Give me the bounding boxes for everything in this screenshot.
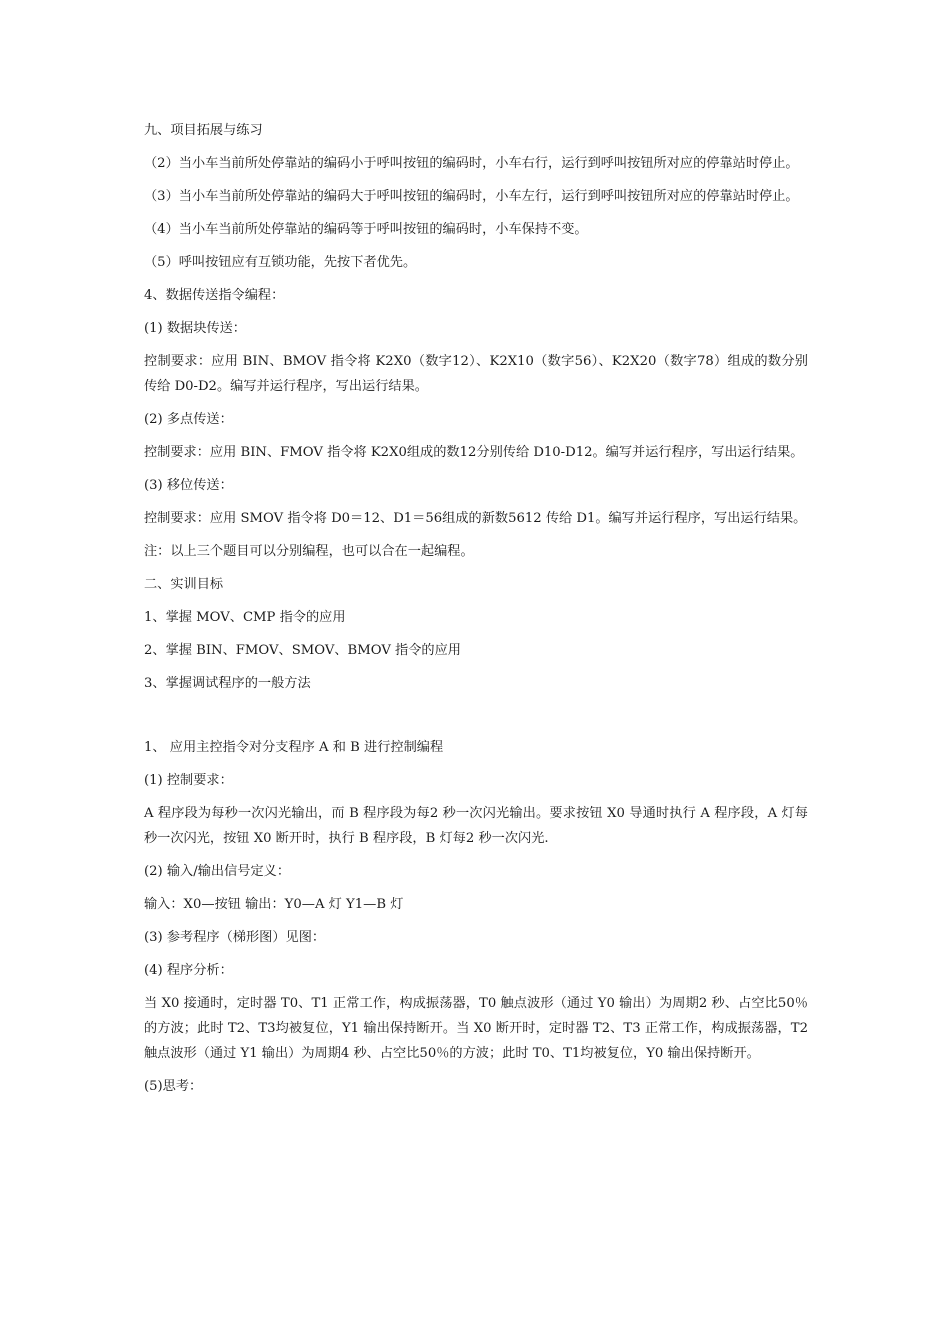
subheading-multi-transfer: (2) 多点传送： <box>144 412 233 427</box>
heading-data-transfer: 4、数据传送指令编程： <box>144 288 285 303</box>
heading-master-control: 1、 应用主控指令对分支程序 A 和 B 进行控制编程 <box>144 740 444 755</box>
subheading-reference-program: (3) 参考程序（梯形图）见图： <box>144 930 326 945</box>
subheading-thinking: (5)思考： <box>144 1079 203 1094</box>
section-heading-training-goals: 二、实训目标 <box>144 577 224 592</box>
subheading-control-requirements: (1) 控制要求： <box>144 773 233 788</box>
requirement-shift-transfer: 控制要求：应用 SMOV 指令将 D0＝12、D1＝56组成的新数5612 传给 D1。编写并运行程序，写出运行结果。 <box>144 511 807 526</box>
spacer <box>144 704 808 735</box>
paragraph-item-3: （3）当小车当前所处停靠站的编码大于呼叫按钮的编码时，小车左行，运行到呼叫按钮所对应的停靠站时停止。 <box>144 189 799 204</box>
subheading-block-transfer: (1) 数据块传送： <box>144 321 246 336</box>
paragraph-item-2: （2）当小车当前所处停靠站的编码小于呼叫按钮的编码时，小车右行，运行到呼叫按钮所对应的停靠站时停止。 <box>144 156 799 171</box>
subheading-shift-transfer: (3) 移位传送： <box>144 478 233 493</box>
goal-item-2: 2、掌握 BIN、FMOV、SMOV、BMOV 指令的应用 <box>144 643 461 658</box>
requirement-block-transfer: 控制要求：应用 BIN、BMOV 指令将 K2X0（数字12）、K2X10（数字56）、K2X20（数字78）组成的数分别传给 D0-D2。编写并运行程序，写出运行结果。 <box>144 354 808 394</box>
goal-item-3: 3、掌握调试程序的一般方法 <box>144 676 311 691</box>
requirement-multi-transfer: 控制要求：应用 BIN、FMOV 指令将 K2X0组成的数12分别传给 D10-D12。编写并运行程序，写出运行结果。 <box>144 445 804 460</box>
subheading-io-definition: (2) 输入/输出信号定义： <box>144 864 291 879</box>
paragraph-item-5: （5）呼叫按钮应有互锁功能，先按下者优先。 <box>144 255 417 270</box>
program-analysis-text: 当 X0 接通时，定时器 T0、T1 正常工作，构成振荡器，T0 触点波形（通过 Y0 输出）为周期2 秒、占空比50％的方波；此时 T2、T3均被复位，Y1 输出保持断开。当 X0 断开时，定时器 T2、T3 正常工作，构成振荡器，T2 触点波形（通过 Y1 输出）为周期4 秒、占空比50％的方波；此时 T0、T1均被复位，Y0 输出保持断开。 <box>144 996 808 1061</box>
document-page <box>144 118 808 1107</box>
subheading-program-analysis: (4) 程序分析： <box>144 963 233 978</box>
note-paragraph: 注：以上三个题目可以分别编程，也可以合在一起编程。 <box>144 544 474 559</box>
goal-item-1: 1、掌握 MOV、CMP 指令的应用 <box>144 610 346 625</box>
control-requirements-text: A 程序段为每秒一次闪光输出，而 B 程序段为每2 秒一次闪光输出。要求按钮 X0 导通时执行 A 程序段，A 灯每秒一次闪光，按钮 X0 断开时，执行 B 程序段，B 灯每2 秒一次闪光. <box>144 806 808 846</box>
io-definition-text: 输入：X0—按钮 输出：Y0—A 灯 Y1—B 灯 <box>144 897 404 912</box>
section-heading-extension: 九、项目拓展与练习 <box>144 123 263 138</box>
paragraph-item-4: （4）当小车当前所处停靠站的编码等于呼叫按钮的编码时，小车保持不变。 <box>144 222 588 237</box>
